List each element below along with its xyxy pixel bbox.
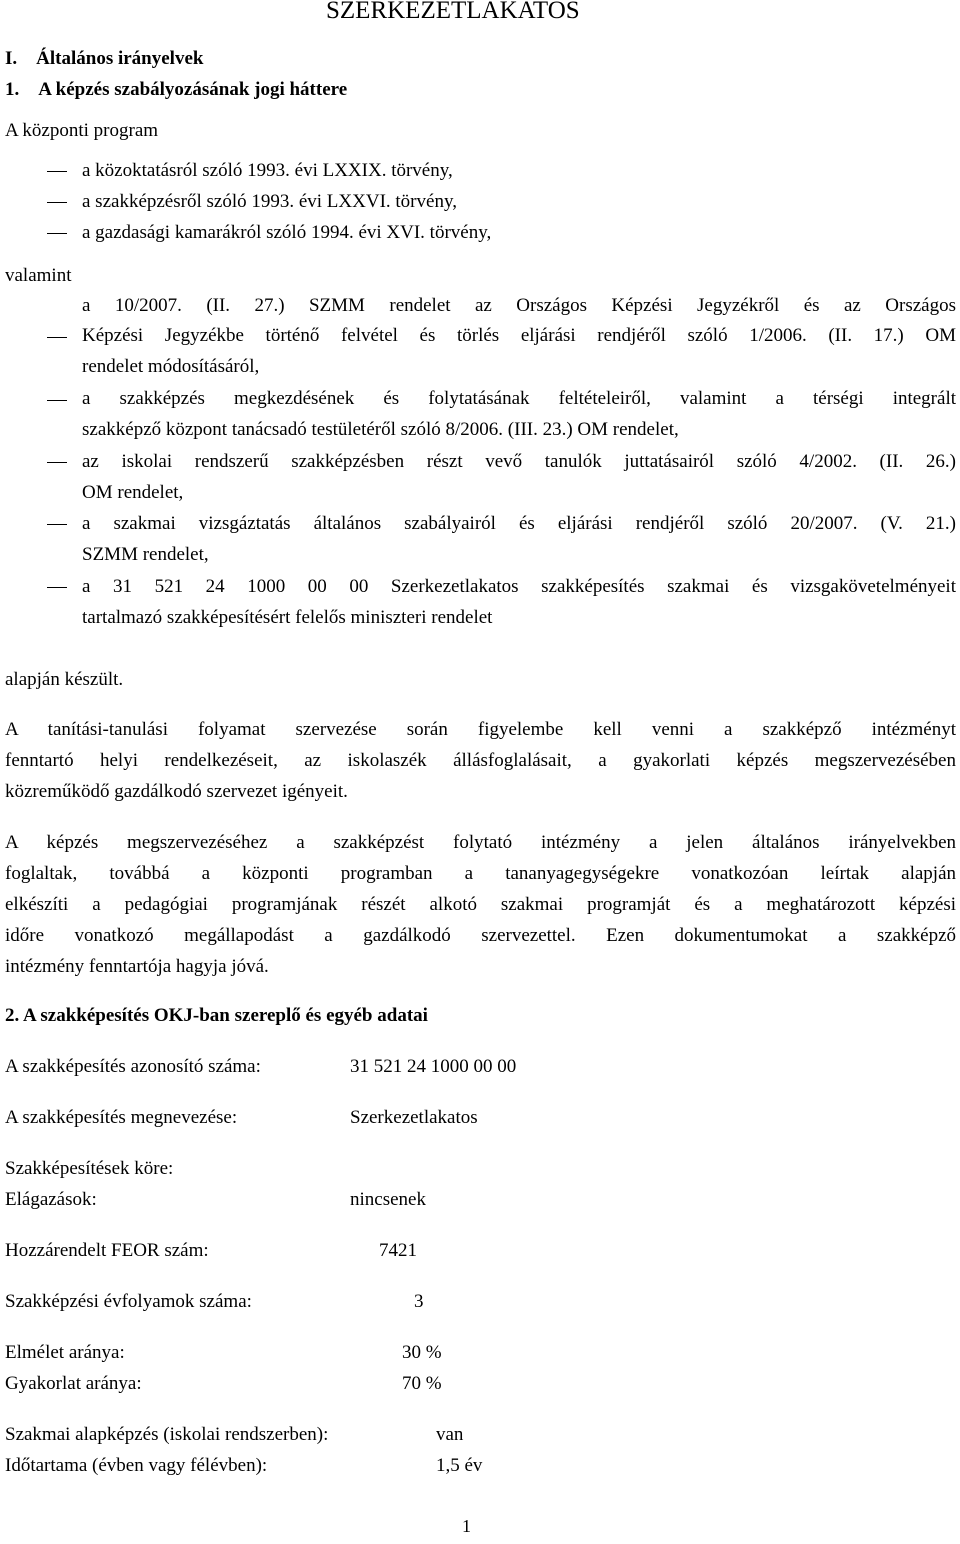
subsection-heading: 1. A képzés szabályozásának jogi háttere: [5, 79, 348, 100]
field-label-scope: Szakképesítések köre:: [5, 1158, 174, 1179]
field-value-feor: 7421: [379, 1240, 417, 1261]
field-label-branches: Elágazások:: [5, 1189, 97, 1210]
list-item: a közoktatásról szóló 1993. évi LXXIX. törvény,: [82, 160, 453, 181]
field-label-id: A szakképesítés azonosító száma:: [5, 1056, 261, 1077]
paragraph-line: közreműködő gazdálkodó szervezet igényeit.: [5, 781, 348, 802]
field-label-basic-training: Szakmai alapképzés (iskolai rendszerben):: [5, 1424, 329, 1445]
subsection-heading: 2. A szakképesítés OKJ-ban szereplő és egyéb adatai: [5, 1005, 428, 1026]
field-value-practice: 70 %: [402, 1373, 442, 1394]
field-value-id: 31 521 24 1000 00 00: [350, 1056, 517, 1077]
paragraph-line: időre vonatkozó megállapodást a gazdálkodó szervezettel. Ezen dokumentumokat a szakképző: [5, 925, 956, 946]
list-item-line: a 31 521 24 1000 00 00 Szerkezetlakatos szakképesítés szakmai és vizsgakövetelményeit: [82, 576, 956, 597]
list-item-line: az iskolai rendszerű szakképzésben részt vevő tanulók juttatásairól szóló 4/2002. (II. 26.): [82, 451, 956, 472]
list-item-line: a szakmai vizsgáztatás általános szabályairól és eljárási rendjéről szóló 20/2007. (V. 21.): [82, 513, 956, 534]
paragraph-line: fenntartó helyi rendelkezéseit, az iskolaszék állásfoglalásait, a gyakorlati képzés megszervezésében: [5, 750, 956, 771]
field-value-branches: nincsenek: [350, 1189, 426, 1210]
list-item-line: a szakképzés megkezdésének és folytatásának feltételeiről, valamint a térségi integrált: [82, 388, 956, 409]
connector-text: valamint: [5, 265, 72, 286]
field-label-name: A szakképesítés megnevezése:: [5, 1107, 238, 1128]
list-item-line: SZMM rendelet,: [82, 544, 209, 565]
closing-text: alapján készült.: [5, 669, 124, 690]
list-item: a szakképzésről szóló 1993. évi LXXVI. törvény,: [82, 191, 457, 212]
list-dash: [47, 400, 67, 401]
document-title: SZERKEZETLAKATOS: [326, 0, 580, 24]
paragraph-line: A képzés megszervezéséhez a szakképzést folytató intézmény a jelen általános irányelvekben: [5, 832, 956, 853]
section-heading: I. Általános irányelvek: [5, 48, 204, 69]
field-label-practice: Gyakorlat aránya:: [5, 1373, 142, 1394]
list-dash: [47, 524, 67, 525]
paragraph-line: A tanítási-tanulási folyamat szervezése során figyelembe kell venni a szakképző intézményt: [5, 719, 956, 740]
paragraph-line: elkészíti a pedagógiai programjának részét alkotó szakmai programját és a meghatározott képzési: [5, 894, 956, 915]
list-item-line: Képzési Jegyzékbe történő felvétel és törlés eljárási rendjéről szóló 1/2006. (II. 17.) OM: [82, 325, 956, 346]
list-dash: [47, 171, 67, 172]
field-value-duration: 1,5 év: [436, 1455, 483, 1476]
field-value-theory: 30 %: [402, 1342, 442, 1363]
field-label-duration: Időtartama (évben vagy félévben):: [5, 1455, 268, 1476]
page-number: 1: [462, 1516, 471, 1536]
list-dash: [47, 337, 67, 338]
list-item: a gazdasági kamarákról szóló 1994. évi XVI. törvény,: [82, 222, 492, 243]
list-item-line: a 10/2007. (II. 27.) SZMM rendelet az Országos Képzési Jegyzékről és az Országos: [82, 295, 956, 316]
paragraph: [5, 829, 956, 984]
intro-text: A központi program: [5, 120, 159, 141]
field-label-theory: Elmélet aránya:: [5, 1342, 125, 1363]
list-dash: [47, 462, 67, 463]
field-value-grades: 3: [414, 1291, 424, 1312]
list-dash: [47, 587, 67, 588]
field-label-feor: Hozzárendelt FEOR szám:: [5, 1240, 209, 1261]
list-dash: [47, 202, 67, 203]
paragraph: [5, 716, 956, 809]
field-label-grades: Szakképzési évfolyamok száma:: [5, 1291, 252, 1312]
list-dash: [47, 233, 67, 234]
field-value-name: Szerkezetlakatos: [350, 1107, 478, 1128]
list-item-line: rendelet módosításáról,: [82, 356, 260, 377]
list-item-line: szakképző központ tanácsadó testületéről szóló 8/2006. (III. 23.) OM rendelet,: [82, 419, 679, 440]
list-item-line: tartalmazó szakképesítésért felelős miniszteri rendelet: [82, 607, 493, 628]
paragraph-line: intézmény fenntartója hagyja jóvá.: [5, 956, 269, 977]
field-value-basic-training: van: [436, 1424, 464, 1445]
list-item-line: OM rendelet,: [82, 482, 184, 503]
paragraph-line: foglaltak, továbbá a központi programban a tananyagegységekre vonatkozóan leírtak alapján: [5, 863, 956, 884]
